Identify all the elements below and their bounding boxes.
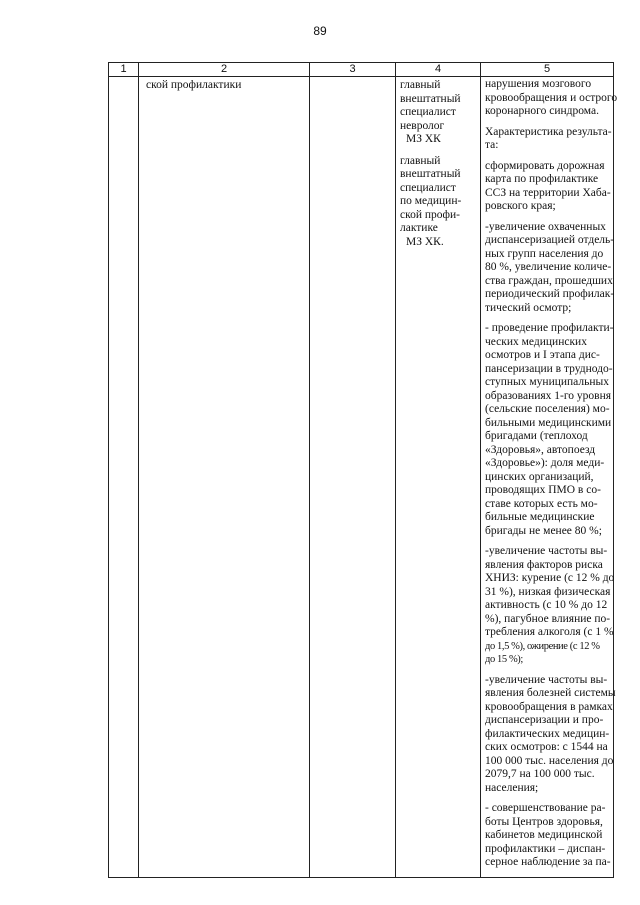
result-line: бригадами (теплоход [485, 430, 588, 442]
result-line: «Здоровье»): доля меди- [485, 457, 605, 469]
responsible-line: внештатный [400, 92, 461, 105]
result-line: -увеличение частоты вы- [485, 673, 608, 686]
responsible-line: МЗ ХК. [406, 235, 444, 248]
page-number: 89 [313, 24, 327, 38]
result-line: «Здоровья», автопоезд [485, 443, 596, 456]
result-line: бильные медицинские [485, 511, 595, 523]
responsible-line: МЗ ХК [406, 133, 441, 145]
result-line: осмотров и I этапа дис- [485, 349, 600, 361]
result-line: до 15 %); [485, 654, 523, 665]
result-paragraph [485, 802, 609, 870]
responsible-line: лактике [400, 222, 438, 234]
cell-col5-results [481, 77, 618, 878]
result-line: ровского края; [485, 200, 556, 212]
responsible-line: специалист [400, 181, 456, 194]
result-line: (сельские поселения) мо- [485, 403, 610, 415]
table-header-row [109, 63, 614, 77]
result-line: явления факторов риска [485, 558, 603, 571]
result-line: коронарного синдрома. [485, 105, 599, 117]
result-line: сформировать дорожная [485, 159, 605, 172]
result-line: цинских организаций, [485, 470, 594, 483]
responsible-line: главный [400, 79, 441, 91]
result-line: 100 000 тыс. населения до [485, 754, 614, 767]
result-line: - проведение профилакти- [485, 322, 614, 334]
result-line: -увеличение охваченных [485, 220, 606, 233]
result-line: тический осмотр; [485, 301, 572, 314]
result-line: - совершенствование ра- [485, 802, 606, 814]
result-paragraph [485, 545, 615, 667]
result-line: пансеризации в труднодо- [485, 362, 613, 375]
cell-col2: ской профилактики [139, 77, 310, 878]
result-line: нарушения мозгового [485, 78, 592, 90]
responsible-line: главный [400, 154, 441, 167]
responsible-line: ской профи- [400, 208, 460, 221]
result-line: бригады не менее 80 %; [485, 524, 602, 537]
result-line: ступных муниципальных [485, 376, 610, 388]
result-line: ства граждан, прошедших [485, 274, 613, 287]
result-paragraph [485, 78, 618, 119]
result-line: требления алкоголя (с 1 % [485, 626, 614, 638]
result-line: образованиях 1-го уровня [485, 389, 612, 402]
result-line: -увеличение частоты вы- [485, 545, 608, 557]
cell-col3 [310, 77, 396, 878]
result-line: активность (с 10 % до 12 [485, 599, 608, 611]
result-line: профилактики – диспан- [485, 842, 606, 855]
result-line: диспансеризацией отдель- [485, 234, 615, 246]
result-paragraph [485, 673, 616, 796]
result-line: ССЗ на территории Хаба- [485, 186, 611, 199]
responsible-line: по медицин- [400, 195, 462, 207]
result-line: %), пагубное влияние по- [485, 612, 611, 625]
cell-col1 [109, 77, 139, 878]
column-header-3: 3 [310, 63, 396, 77]
result-line: явления болезней системы [485, 687, 616, 699]
result-line: бильными медицинскими [485, 416, 612, 429]
table-row [109, 77, 614, 878]
result-line: ставе которых есть мо- [485, 497, 598, 510]
result-line: до 1,5 %), ожирение (с 12 % [485, 640, 600, 652]
cell-col4-responsible [396, 77, 481, 878]
responsible-block [400, 155, 478, 250]
result-line: 80 %, увеличение количе- [485, 261, 612, 273]
result-line: ских осмотров: с 1544 на [485, 741, 608, 753]
result-paragraph [485, 160, 609, 214]
column-header-4: 4 [396, 63, 481, 77]
result-line: кровообращения и острого [485, 91, 618, 104]
result-line: серное наблюдение за па- [485, 856, 611, 868]
result-line: филактических медицин- [485, 727, 610, 740]
result-paragraph [485, 322, 614, 538]
responsible-line: внештатный [400, 168, 461, 180]
result-line: 31 %), низкая физическая [485, 585, 611, 598]
column-header-2: 2 [139, 63, 310, 77]
result-paragraph [485, 220, 615, 316]
result-paragraph [485, 125, 612, 153]
column-header-1: 1 [109, 63, 139, 77]
result-line: диспансеризации и про- [485, 714, 604, 726]
result-line: карта по профилактике [485, 173, 599, 185]
result-line: ческих медицинских [485, 335, 587, 348]
result-line: Характеристика результа- [485, 125, 612, 138]
result-line: ХНИЗ: курение (с 12 % до [485, 572, 615, 584]
responsible-block [400, 79, 478, 147]
result-line: ных групп населения до [485, 247, 604, 260]
result-line: проводящих ПМО в со- [485, 484, 601, 496]
result-line: кабинетов медицинской [485, 829, 603, 841]
responsible-line: невролог [400, 119, 445, 132]
result-line: боты Центров здоровья, [485, 815, 603, 828]
result-line: та: [485, 139, 499, 151]
responsible-line: специалист [400, 106, 456, 118]
result-line: населения; [485, 781, 539, 794]
document-table [108, 62, 618, 878]
result-line: 2079,7 на 100 000 тыс. [485, 768, 595, 780]
column-header-5: 5 [481, 63, 614, 77]
result-line: кровообращения в рамках [485, 700, 613, 713]
result-line: периодический профилак- [485, 288, 615, 300]
